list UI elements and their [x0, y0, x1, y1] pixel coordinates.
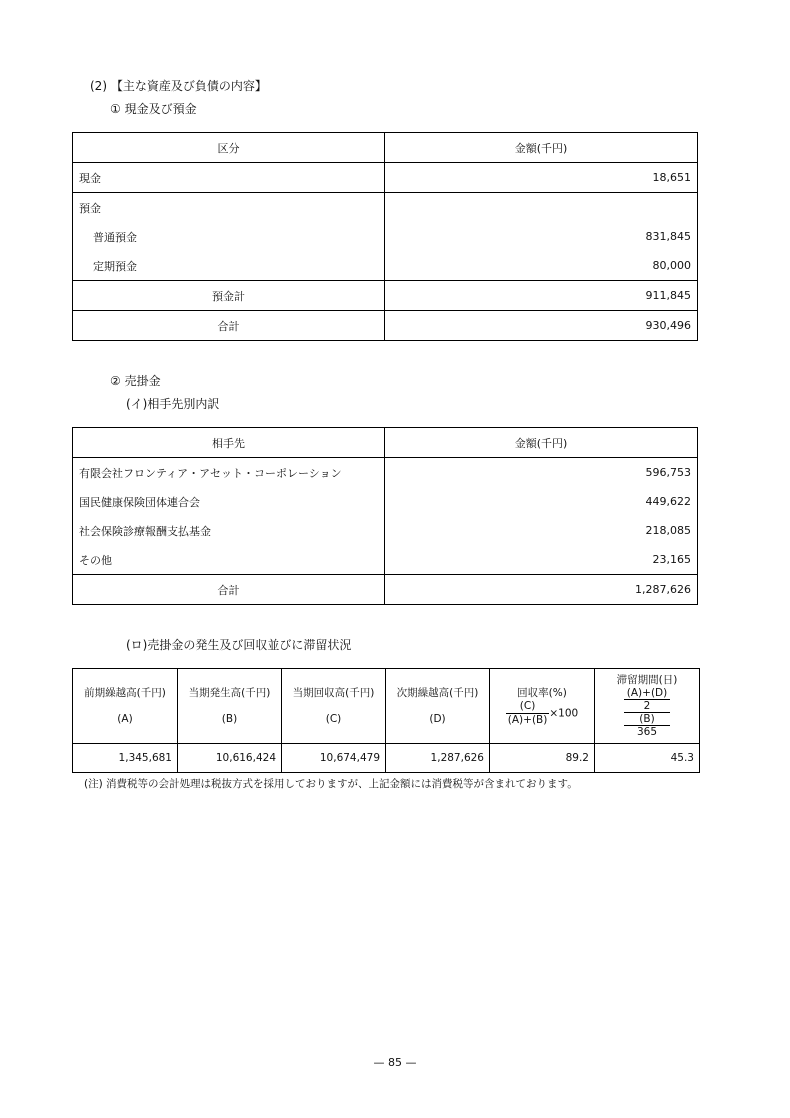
col-header-prior-balance — [73, 669, 178, 744]
row-value — [385, 193, 698, 223]
table-row — [73, 545, 698, 575]
table-row — [73, 487, 698, 516]
row-label: 国民健康保険団体連合会 — [73, 487, 385, 516]
value-retention-days: 45.3 — [595, 744, 700, 773]
header-symbol: (B) — [221, 713, 238, 725]
table-row — [73, 281, 698, 311]
col-header-incurred — [178, 669, 282, 744]
header-text: 回収率(%) — [517, 686, 567, 699]
row-label: 合計 — [73, 311, 385, 341]
header-symbol: (A) — [117, 713, 133, 725]
col-header-retention-days — [595, 669, 700, 744]
section-heading: (2) 【主な資産及び負債の内容】 — [90, 79, 267, 93]
table-header-row — [73, 133, 698, 163]
header-text: 滞留期間(日) — [616, 674, 678, 686]
row-value: 930,496 — [385, 311, 698, 341]
value-collection-rate: 89.2 — [490, 744, 595, 773]
row-value: 831,845 — [645, 230, 691, 243]
formula-part: (A)+(D) — [624, 687, 670, 700]
col-header-amount: 金額(千円) — [514, 436, 568, 450]
row-value: 80,000 — [652, 259, 691, 272]
row-value: 18,651 — [385, 163, 698, 193]
row-value: 596,753 — [385, 458, 698, 488]
col-header-category: 区分 — [73, 133, 385, 163]
row-value: 218,085 — [645, 524, 691, 537]
status-heading: (ロ)売掛金の発生及び回収並びに滞留状況 — [126, 638, 352, 652]
formula-numerator: (C) — [506, 700, 550, 714]
header-text: 前期繰越高(千円) — [84, 687, 166, 699]
table-header-row — [73, 428, 698, 458]
page-number: — 85 — — [373, 1056, 417, 1069]
row-label: 現金 — [73, 163, 385, 193]
formula-part: 365 — [636, 726, 658, 738]
header-text: 当期回収高(千円) — [292, 687, 375, 699]
header-symbol: (C) — [325, 713, 342, 725]
collection-rate-formula — [506, 700, 550, 727]
formula-denominator: (A)+(B) — [507, 713, 548, 726]
counterparty-heading: (イ)相手先別内訳 — [126, 397, 220, 411]
value-carryforward: 1,287,626 — [386, 744, 490, 773]
cash-deposits-table — [72, 132, 698, 341]
col-header-counterparty: 相手先 — [73, 428, 385, 458]
row-label: その他 — [73, 545, 385, 575]
table-header-row — [73, 669, 700, 744]
table-row — [73, 311, 698, 341]
col-header-collection-rate — [490, 669, 595, 744]
row-value: 911,845 — [385, 281, 698, 311]
value-incurred: 10,616,424 — [178, 744, 282, 773]
row-label: 定期預金 — [73, 251, 385, 281]
header-text: 次期繰越高(千円) — [396, 687, 479, 699]
table-row — [73, 575, 698, 605]
receivables-by-counterparty-table — [72, 427, 698, 605]
formula-part: (B) — [624, 713, 670, 726]
value-prior-balance: 1,345,681 — [73, 744, 178, 773]
row-label: 普通預金 — [73, 222, 385, 251]
row-value: 23,165 — [652, 553, 691, 566]
row-value: 449,622 — [645, 495, 691, 508]
row-label: 預金計 — [73, 281, 385, 311]
table-row — [73, 251, 698, 281]
row-label: 合計 — [73, 575, 385, 605]
cash-heading: ① 現金及び預金 — [110, 102, 197, 116]
col-header-carryforward — [386, 669, 490, 744]
header-symbol: (D) — [429, 713, 446, 725]
table-row — [73, 193, 698, 223]
receivables-status-table — [72, 668, 700, 773]
row-label: 有限会社フロンティア・アセット・コーポレーション — [73, 458, 385, 488]
formula-part: 2 — [624, 700, 670, 713]
receivables-heading: ② 売掛金 — [110, 374, 161, 388]
table-row — [73, 744, 700, 773]
col-header-collected — [282, 669, 386, 744]
row-value: 1,287,626 — [385, 575, 698, 605]
row-label: 預金 — [73, 193, 385, 223]
retention-days-formula — [624, 687, 670, 738]
formula-multiplier: ×100 — [549, 707, 579, 719]
header-text: 当期発生高(千円) — [188, 687, 271, 699]
table-row — [73, 222, 698, 251]
col-header-amount: 金額(千円) — [514, 141, 568, 155]
table-row — [73, 516, 698, 545]
value-collected: 10,674,479 — [282, 744, 386, 773]
table-row — [73, 163, 698, 193]
row-label: 社会保険診療報酬支払基金 — [73, 516, 385, 545]
table-row — [73, 458, 698, 488]
footnote: (注) 消費税等の会計処理は税抜方式を採用しておりますが、上記金額には消費税等が含まれております。 — [84, 778, 578, 790]
